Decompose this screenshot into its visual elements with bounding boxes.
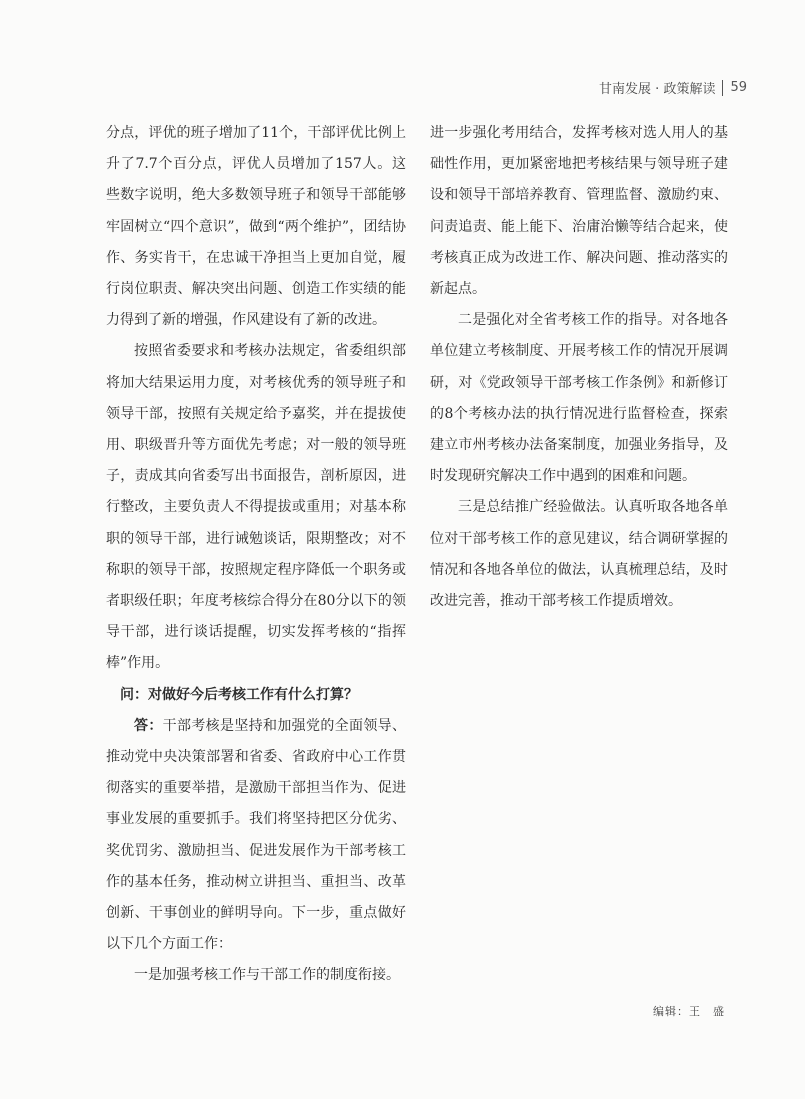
editor-credit: 编辑：王 盛 <box>653 1005 725 1018</box>
paragraph: 分点，评优的班子增加了11个，干部评优比例上升了7.7个百分点，评优人员增加了157人。这些数字说明，绝大多数领导班子和领导干部能够牢固树立“四个意识”，做到“两个维护”，团结协作、务实肯干，在忠诚干净担当上更加自觉，履行岗位职责、解决突出问题、创造工作实绩的能力得到了新的增强，作风建设有了新的改进。 <box>106 125 406 329</box>
paragraph: 一是加强考核工作与干部工作的制度衔接。 <box>134 967 400 984</box>
paragraph: 三是总结推广经验做法。认真听取各地各单位对干部考核工作的意见建议，结合调研掌握的情况和各地各单位的做法，认真梳理总结，及时改进完善，推动干部考核工作提质增效。 <box>430 499 728 610</box>
answer-label: 答： <box>134 717 163 734</box>
answer-paragraph <box>106 711 406 961</box>
left-column <box>106 118 406 992</box>
header-divider <box>722 80 723 96</box>
paragraph: 按照省委要求和考核办法规定，省委组织部将加大结果运用力度，对考核优秀的领导班子和领导干部，按照有关规定给予嘉奖，并在提拔使用、职级晋升等方面优先考虑；对一般的领导班子，责成其向省委写出书面报告，剖析原因，进行整改，主要负责人不得提拔或重用；对基本称职的领导干部，进行诫勉谈话，限期整改；对不称职的领导干部，按照规定程序降低一个职务或者职级任职；年度考核综合得分在80分以下的领导干部，进行谈话提醒，切实发挥考核的“指挥棒”作用。 <box>106 343 406 672</box>
right-column <box>430 118 728 617</box>
question-heading: 问：对做好今后考核工作有什么打算？ <box>120 686 358 703</box>
paragraph: 进一步强化考用结合，发挥考核对选人用人的基础性作用，更加紧密地把考核结果与领导班子建设和领导干部培养教育、管理监督、激励约束、问责追责、能上能下、治庸治懒等结合起来，使考核真正成为改进工作、解决问题、推动落实的新起点。 <box>430 125 728 298</box>
paragraph: 二是强化对全省考核工作的指导。对各地各单位建立考核制度、开展考核工作的情况开展调研，对《党政领导干部考核工作条例》和新修订的8个考核办法的执行情况进行监督检查，探索建立市州考核办法备案制度，加强业务指导，及时发现研究解决工作中遇到的困难和问题。 <box>430 312 728 485</box>
answer-text: 干部考核是坚持和加强党的全面领导、推动党中央决策部署和省委、省政府中心工作贯彻落实的重要举措，是激励干部担当作为、促进事业发展的重要抓手。我们将坚持把区分优劣、奖优罚劣、激励担当、促进发展作为干部考核工作的基本任务，推动树立讲担当、重担当、改革创新、干事创业的鲜明导向。下一步，重点做好以下几个方面工作： <box>106 717 407 953</box>
section-title: 甘南发展 · 政策解读 <box>599 82 716 97</box>
running-header <box>599 78 747 97</box>
page-number: 59 <box>730 80 747 95</box>
